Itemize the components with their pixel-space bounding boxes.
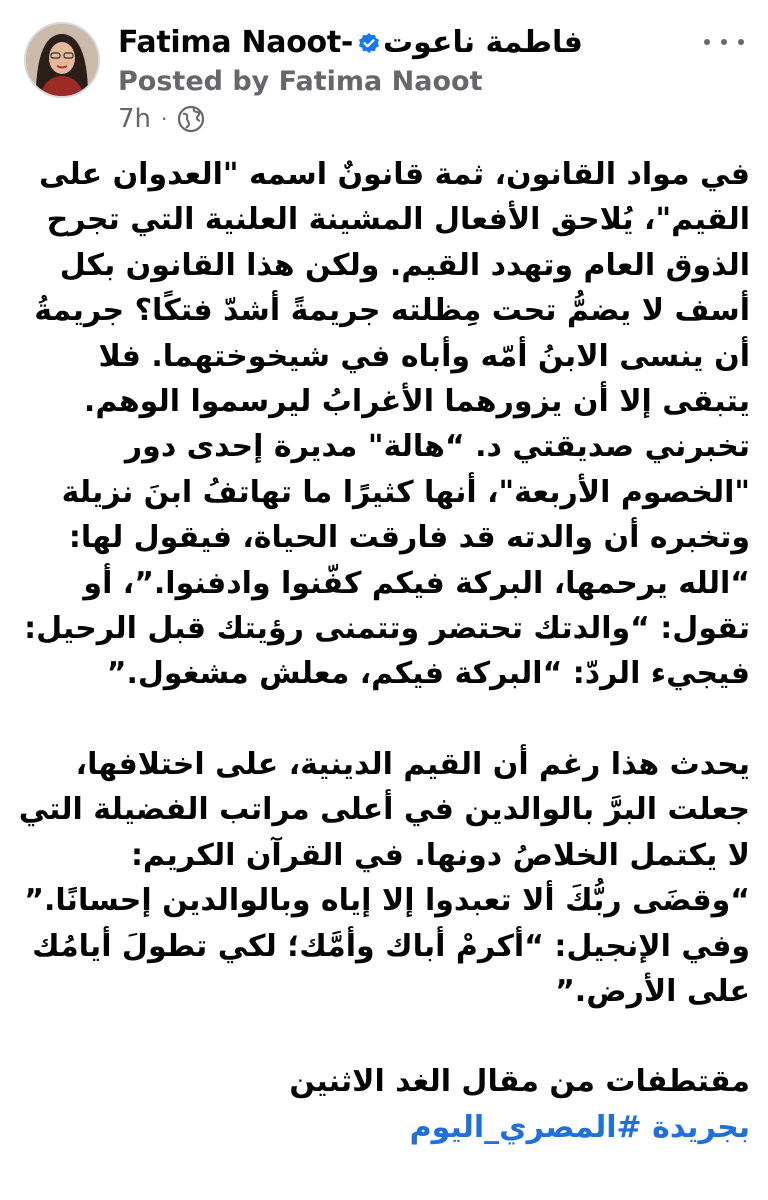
posted-by-label: Posted by Fatima Naoot [118,66,483,97]
post-paragraph: في مواد القانون، ثمة قانونٌ اسمه "العدوان على القيم"، يُلاحق الأفعال المشينة العلنية التي تجرح الذوق العام وتهدد القيم. ولكن هذا القانون بكل أسف لا يضمُّ تحت مِظلته جريمةً أشدّ فتكًا؟ جريمةُ أن ينسى الابنُ أمّه وأباه في شيخوختهما. فلا يتبقى إلا أن يزورهما الأغرابُ ليرسموا الوهم. تخبرني صديقتي د. “هالة" مديرة إحدى دور "الخصوم الأربعة"، أنها كثيرًا ما تهاتفُ ابنَ نزيلة وتخبره أن والدته قد فارقت الحياة، فيقول لها: “الله يرحمها، البركة فيكم كفّنوا وادفنوا.”، أو تقول: “والدتك تحتضر وتتمنى رؤيتك قبل الرحيل: فيجيء الردّ: “البركة فيكم، معلش مشغول.” [24,157,750,692]
paragraph-spacer [18,1014,750,1059]
avatar[interactable] [24,22,100,98]
post-body [18,152,750,1150]
author-name-arabic[interactable]: فاطمة ناعوت [383,24,583,60]
more-options-button[interactable] [704,30,744,54]
post-header [0,0,768,150]
post-paragraph: يحدث هذا رغم أن القيم الدينية، على اختلافها، جعلت البرَّ بالوالدين في أعلى مراتب الفضيلة التي لا يكتمل الخلاصُ دونها. في القرآن الكريم: “وقضَى ربُّكَ ألا تعبدوا إلا إياه وبالوالدين إحسانًا.” وفي الإنجيل: “أكرمْ أباك وأمَّك؛ لكي تطولَ أيامُك على الأرض.” [18,746,750,1009]
hashtag-link[interactable]: بجريدة #المصري_اليوم [409,1109,750,1145]
globe-icon[interactable] [177,105,205,133]
post-meta [118,104,205,134]
verified-badge-icon [357,32,381,56]
author-name[interactable]: Fatima Naoot- [118,24,354,60]
author-line [118,20,583,64]
post-timestamp[interactable]: 7h [118,104,152,134]
more-options-icon [738,39,744,45]
more-options-icon [721,39,727,45]
paragraph-spacer [18,697,750,742]
post-paragraph: مقتطفات من مقال الغد الاثنين [289,1064,750,1100]
avatar-image [26,24,98,96]
meta-separator: · [161,107,168,131]
more-options-icon [704,39,710,45]
